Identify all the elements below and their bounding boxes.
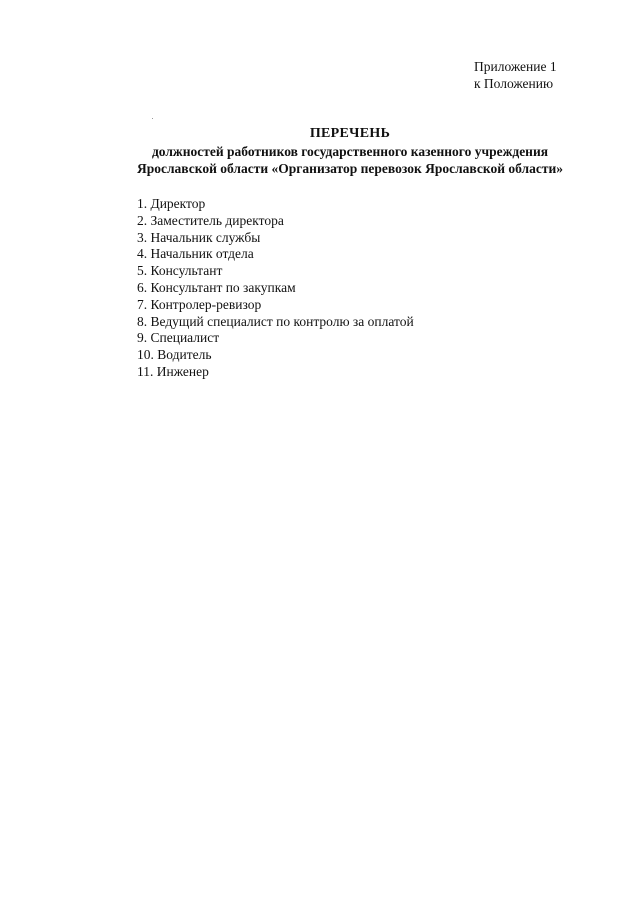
list-item: 5. Консультант [137, 263, 223, 279]
list-item: 3. Начальник службы [137, 229, 261, 245]
list-item: 10. Водитель [137, 347, 212, 363]
document-subtitle-line-1: должностей работников государственного казенного учреждения [151, 144, 549, 159]
list-item: 6. Консультант по закупкам [137, 279, 296, 295]
document-title: ПЕРЕЧЕНЬ [309, 126, 391, 141]
document-subtitle-line-2: Ярославской области «Организатор перевозок Ярославской области» [136, 161, 564, 176]
appendix-line-2: к Положению [474, 76, 554, 91]
appendix-note [474, 58, 557, 92]
document-heading [90, 125, 610, 177]
list-item: 7. Контролер-ревизор [137, 296, 262, 312]
list-item: 1. Директор [137, 196, 206, 211]
list-item: 11. Инженер [137, 363, 209, 379]
scan-speck [152, 118, 153, 119]
list-item: 4. Начальник отдела [137, 246, 254, 262]
list-item: 8. Ведущий специалист по контролю за оплатой [137, 313, 414, 329]
positions-list [137, 196, 414, 381]
list-item: 2. Заместитель директора [137, 212, 284, 228]
appendix-line-1: Приложение 1 [474, 59, 557, 74]
list-item: 9. Специалист [137, 330, 220, 346]
